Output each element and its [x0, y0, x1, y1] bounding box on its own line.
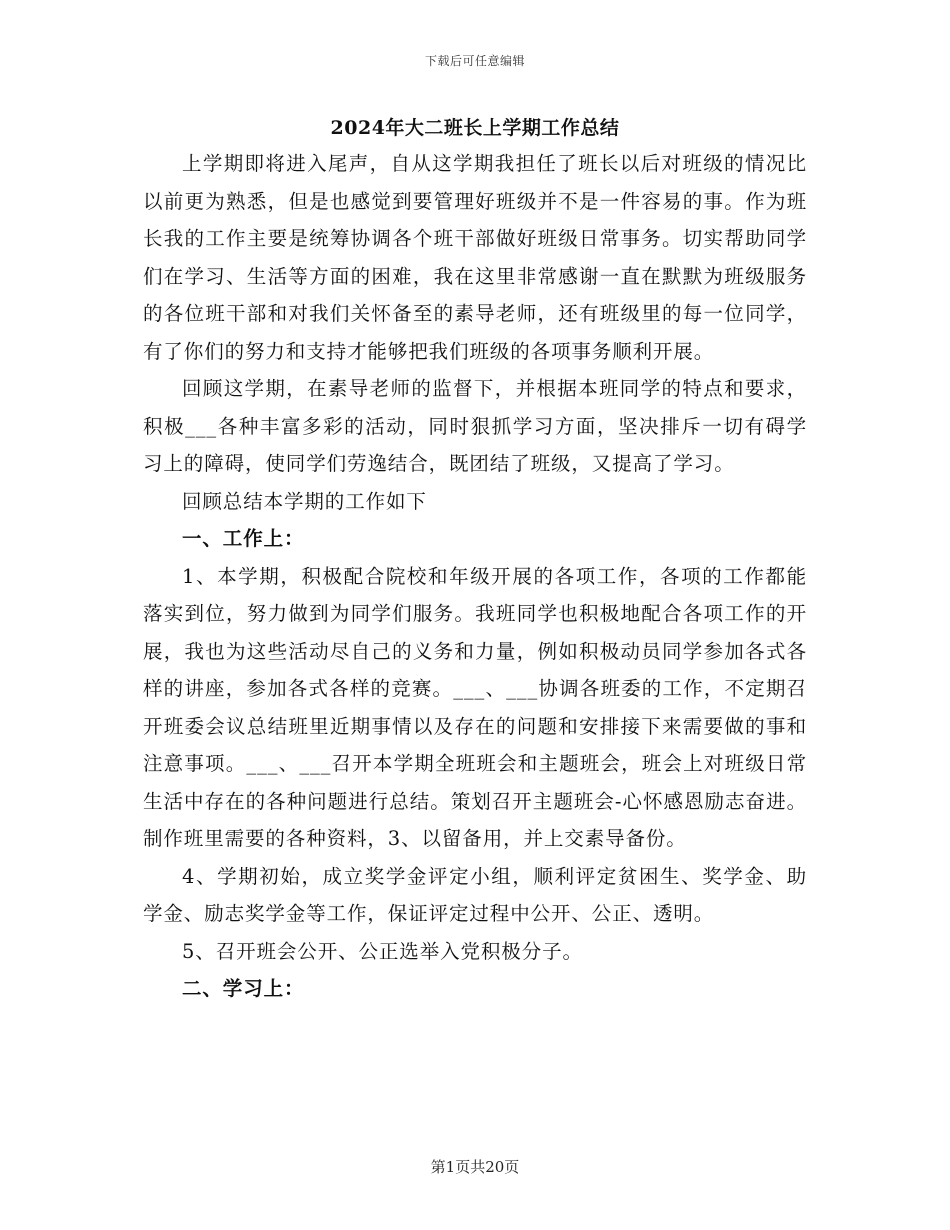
page-number: 第1页共20页 [430, 1158, 520, 1176]
paragraph-work-item-1: 1、本学期，积极配合院校和年级开展的各项工作，各项的工作都能落实到位，努力做到为同学们服务。我班同学也积极地配合各项工作的开展，我也为这些活动尽自己的义务和力量，例如积极动员同学参加各式各样的讲座，参加各式各样的竞赛。___、___协调各班委的工作，不定期召开班委会议总结班里近期事情以及存在的问题和安排接下来需要做的事和注意事项。___、___召开本学期全班班会和主题班会，班会上对班级日常生活中存在的各种问题进行总结。策划召开主题班会-心怀感恩励志奋进。制作班里需要的各种资料，3、以留备用，并上交素导备份。 [143, 564, 807, 850]
paragraph-work-item-4: 4、学期初始，成立奖学金评定小组，顺利评定贫困生、奖学金、助学金、励志奖学金等工作，保证评定过程中公开、公正、透明。 [143, 864, 807, 925]
document-title: 2024年大二班长上学期工作总结 [330, 117, 620, 139]
paragraph-review: 回顾这学期，在素导老师的监督下，并根据本班同学的特点和要求，积极___各种丰富多彩的活动，同时狠抓学习方面，坚决排斥一切有碍学习上的障碍，使同学们劳逸结合，既团结了班级，又提高了学习。 [143, 377, 807, 475]
section-heading-study: 二、学习上： [182, 977, 305, 1000]
document-body [143, 145, 807, 1008]
paragraph-work-item-5: 5、召开班会公开、公正选举入党积极分子。 [182, 939, 583, 963]
paragraph-intro: 上学期即将进入尾声，自从这学期我担任了班长以后对班级的情况比以前更为熟悉，但是也感觉到要管理好班级并不是一件容易的事。作为班长我的工作主要是统筹协调各个班干部做好班级日常事务。切实帮助同学们在学习、生活等方面的困难，我在这里非常感谢一直在默默为班级服务的各位班干部和对我们关怀备至的素导老师，还有班级里的每一位同学，有了你们的努力和支持才能够把我们班级的各项事务顺利开展。 [143, 152, 807, 363]
paragraph-summary-lead: 回顾总结本学期的工作如下 [182, 489, 427, 513]
section-heading-work: 一、工作上： [182, 527, 305, 550]
header-note: 下载后可任意编辑 [424, 54, 525, 68]
